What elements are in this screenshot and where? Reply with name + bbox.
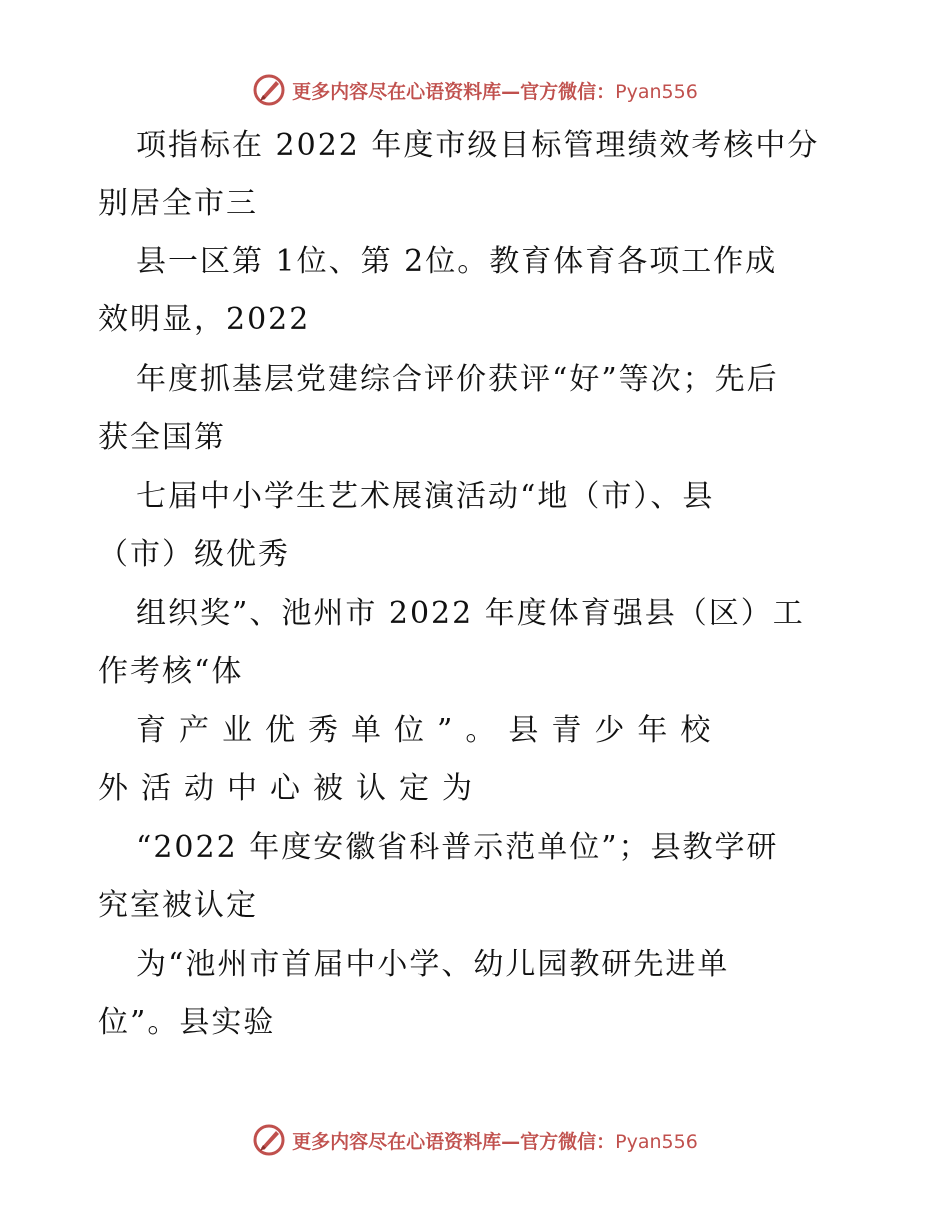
- paragraph-line: 别居全市三: [98, 186, 258, 221]
- quill-circle-icon: [252, 73, 286, 107]
- paragraph-line: “2022 年度安徽省科普示范单位”；县教学研: [136, 830, 779, 865]
- paragraph-line: 县一区第 1位、第 2位。教育体育各项工作成: [136, 244, 778, 279]
- paragraph-line: 育产业优秀单位”。县青少年校: [136, 713, 724, 748]
- watermark-wechat-id: Pyan556: [615, 80, 698, 103]
- paragraph-line: 年度抓基层党建综合评价获评“好”等次；先后: [136, 362, 779, 397]
- paragraph-line: 组织奖”、池州市 2022 年度体育强县（区）工: [136, 596, 805, 631]
- watermark-text: 更多内容尽在心语资料库—官方微信：Pyan556: [292, 1130, 698, 1153]
- paragraph-line: 外活动中心被认定为: [98, 771, 485, 806]
- paragraph-line: 究室被认定: [98, 888, 258, 923]
- paragraph-line: 效明显，2022: [98, 302, 311, 337]
- paragraph-line: 获全国第: [98, 420, 226, 455]
- paragraph-line: 七届中小学生艺术展演活动“地（市）、县: [136, 479, 715, 514]
- paragraph-line: 位”。县实验: [98, 1005, 276, 1040]
- paragraph-line: 作考核“体: [98, 654, 244, 689]
- watermark-text: 更多内容尽在心语资料库—官方微信：Pyan556: [292, 80, 698, 103]
- watermark-wechat-id: Pyan556: [615, 1130, 698, 1153]
- paragraph-line: 为“池州市首届中小学、幼儿园教研先进单: [136, 947, 730, 982]
- paragraph-line: 项指标在 2022 年度市级目标管理绩效考核中分: [136, 128, 820, 163]
- quill-circle-icon: [252, 1123, 286, 1157]
- footer-watermark: [0, 1122, 950, 1158]
- header-watermark: [0, 72, 950, 108]
- paragraph-line: （市）级优秀: [98, 537, 290, 572]
